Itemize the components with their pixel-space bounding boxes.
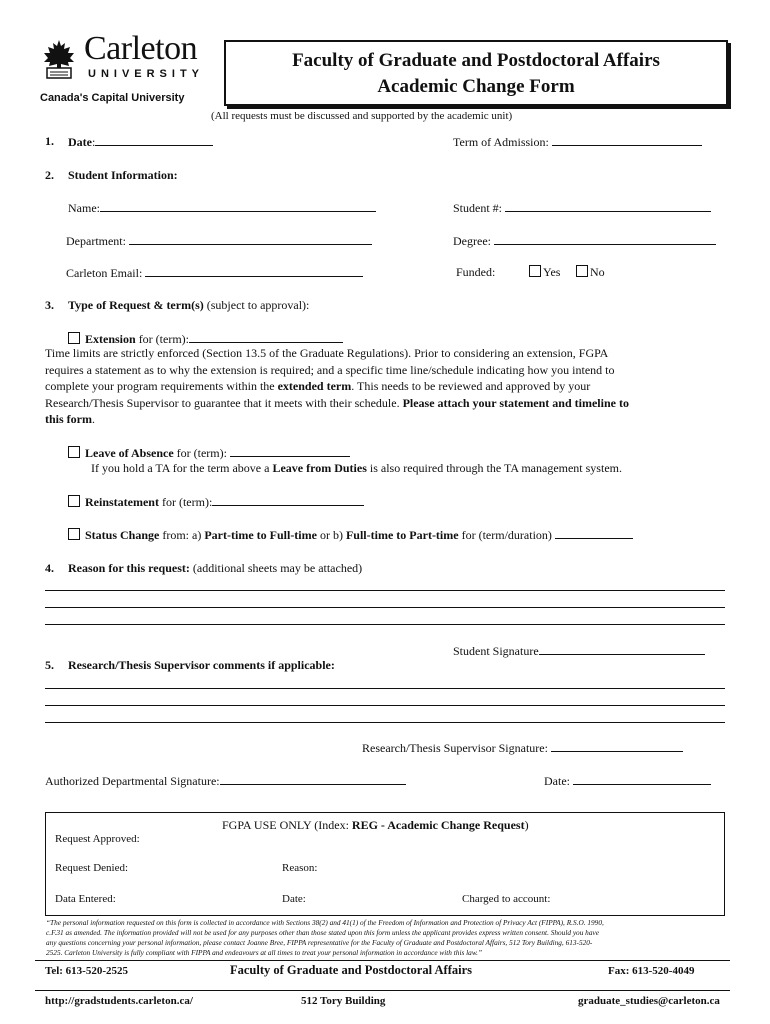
status-change-checkbox[interactable] — [68, 528, 80, 540]
extension-text-3b: extended term — [277, 379, 352, 393]
carleton-crest-icon — [41, 38, 77, 82]
funded-label: Funded: — [456, 265, 496, 279]
status-change-row — [68, 527, 633, 543]
footer-building: 512 Tory Building — [301, 995, 386, 1007]
auth-date-label: Date: — [544, 774, 570, 788]
fgpa-title-b: REG - Academic Change Request — [351, 818, 525, 832]
date-input[interactable] — [95, 134, 213, 146]
fgpa-title-a: FGPA USE ONLY (Index: — [222, 818, 349, 832]
section4-heading-row — [68, 561, 362, 576]
footer-tel: Tel: 613-520-2525 — [45, 965, 129, 977]
fgpa-use-only-box — [45, 812, 725, 916]
section4-heading: Reason for this request: — [68, 561, 190, 575]
extension-text-5a: this form — [45, 412, 92, 426]
term-admission-label: Term of Admission: — [453, 135, 549, 149]
section2-number: 2. — [45, 168, 54, 182]
logo-tagline: Canada's Capital University — [40, 92, 185, 104]
email-label: Carleton Email: — [66, 266, 143, 280]
fgpa-date-label: Date: — [282, 893, 306, 905]
leave-of-absence-term-label: for (term): — [176, 446, 227, 460]
reason-label: Reason: — [282, 862, 318, 874]
funded-row — [456, 265, 495, 280]
supervisor-comment-line-1[interactable] — [45, 688, 725, 689]
extension-checkbox[interactable] — [68, 332, 80, 344]
email-row — [66, 265, 363, 281]
footer-url-link[interactable]: http://gradstudents.carleton.ca/ — [45, 995, 193, 1007]
reinstatement-checkbox[interactable] — [68, 495, 80, 507]
leave-of-absence-label: Leave of Absence — [85, 446, 174, 460]
charged-account-label: Charged to account: — [462, 893, 551, 905]
section4-note: (additional sheets may be attached) — [192, 561, 363, 575]
privacy-statement — [46, 918, 604, 958]
section3-heading-row — [68, 298, 309, 313]
auth-date-row — [544, 773, 711, 789]
supervisor-signature-input[interactable] — [551, 740, 683, 752]
extension-instructions — [45, 345, 727, 428]
department-label: Department: — [66, 234, 126, 248]
student-number-input[interactable] — [505, 200, 711, 212]
section5-number: 5. — [45, 658, 54, 672]
extension-text-3c: . This needs to be reviewed and approved by your — [351, 379, 591, 393]
data-entered-label: Data Entered: — [55, 893, 116, 905]
supervisor-signature-row — [362, 740, 683, 756]
extension-text-1: Time limits are strictly enforced (Section 13.5 of the Graduate Regulations). Prior to considering an extension, FGPA — [45, 346, 609, 360]
reinstatement-term-label: for (term): — [161, 495, 213, 509]
extension-text-3a: complete your program requirements within the — [45, 379, 275, 393]
footer-divider — [35, 990, 730, 991]
reinstatement-row — [68, 494, 364, 510]
student-signature-input[interactable] — [539, 643, 705, 655]
section3-number: 3. — [45, 298, 54, 312]
privacy-line-4: 2525. Carleton University is fully compliant with FIPPA and endeavours at all times to treat your personal information in accordance with this law.” — [46, 948, 483, 957]
extension-text-5: this form. — [45, 412, 95, 426]
section2-heading: Student Information: — [68, 168, 178, 182]
department-input[interactable] — [129, 233, 372, 245]
term-admission-row — [453, 134, 702, 150]
request-denied-label: Request Denied: — [55, 862, 129, 874]
reinstatement-term-input[interactable] — [212, 494, 364, 506]
reason-line-1[interactable] — [45, 590, 725, 591]
loa-note-b: Leave from Duties — [272, 461, 367, 475]
section4-number: 4. — [45, 561, 54, 575]
funded-yes-label: Yes — [543, 265, 561, 279]
date-label: Date — [68, 135, 92, 149]
name-label: Name: — [68, 201, 100, 215]
extension-term-input[interactable] — [189, 331, 343, 343]
fgpa-box-title — [222, 818, 529, 833]
form-title-line2: Academic Change Form — [377, 76, 575, 97]
loa-note-c: is also required through the TA management system. — [369, 461, 622, 475]
footer-fax: Fax: 613-520-4049 — [608, 965, 695, 977]
degree-label: Degree: — [453, 234, 491, 248]
extension-text-4b: Please attach your statement and timeline to — [402, 395, 629, 410]
email-input[interactable] — [145, 265, 363, 277]
funded-yes-option[interactable] — [529, 265, 560, 280]
leave-of-absence-note — [91, 461, 622, 476]
logo-name: Carleton — [84, 30, 198, 67]
footer-faculty: Faculty of Graduate and Postdoctoral Affairs — [230, 963, 472, 977]
status-term-input[interactable] — [555, 527, 633, 539]
status-or: or b) — [319, 528, 343, 542]
fgpa-title-c: ) — [524, 818, 529, 832]
extension-text-4 — [45, 395, 727, 412]
form-title-line1: Faculty of Graduate and Postdoctoral Affairs — [292, 50, 660, 71]
date-field-row: Date: — [68, 134, 213, 150]
footer-email-link[interactable]: graduate_studies@carleton.ca — [578, 995, 720, 1007]
extension-text-3 — [45, 378, 727, 395]
privacy-line-1: “The personal information requested on this form is collected in accordance with Sections 38(2) and 41(1) of the Freedom of Information and Protection of Privacy Act (FIPPA), R.S.O. 1990, — [46, 918, 604, 927]
department-row — [66, 233, 372, 249]
extension-text-2: requires a statement as to why the extension is required; and a specific time line/schedule indicating how you intend to — [45, 362, 615, 377]
dept-signature-input[interactable] — [220, 773, 406, 785]
form-subtitle: (All requests must be discussed and supported by the academic unit) — [211, 110, 513, 122]
degree-input[interactable] — [494, 233, 716, 245]
funded-no-checkbox[interactable] — [576, 265, 588, 277]
privacy-line-2: c.F.31 as amended. The information provided will not be used for any purposes other than those stated upon this form unless the applicant provides express written consent. Should you have — [46, 928, 599, 937]
leave-of-absence-term-input[interactable] — [230, 445, 350, 457]
section5-heading: Research/Thesis Supervisor comments if applicable: — [68, 658, 335, 672]
supervisor-comment-line-2[interactable] — [45, 705, 725, 706]
status-change-from: from: a) — [162, 528, 202, 542]
section3-heading-note: (subject to approval): — [206, 298, 310, 312]
status-ft-to-pt: Full-time to Part-time — [345, 528, 459, 542]
supervisor-comment-line-3[interactable] — [45, 722, 725, 723]
extension-label: Extension — [85, 332, 136, 346]
name-row — [68, 200, 376, 216]
leave-of-absence-row — [68, 445, 350, 461]
name-input[interactable] — [100, 200, 376, 212]
reinstatement-label: Reinstatement — [85, 495, 159, 509]
student-number-row — [453, 200, 711, 216]
reason-line-2[interactable] — [45, 607, 725, 608]
section1-number: 1. — [45, 134, 54, 148]
dept-signature-row — [45, 773, 406, 789]
section3-heading: Type of Request & term(s) — [68, 298, 204, 312]
funded-yes-checkbox[interactable] — [529, 265, 541, 277]
status-change-label: Status Change — [85, 528, 160, 542]
privacy-line-3: any questions concerning your personal information, please contact Joanne Bree, FIPPA representative for the Faculty of Graduate and Postdoctoral Affairs, 512 Tory Building, 613-520- — [46, 938, 593, 947]
loa-note-a: If you hold a TA for the term above a — [91, 461, 270, 475]
student-signature-label: Student Signature — [453, 644, 539, 658]
dept-signature-label: Authorized Departmental Signature: — [45, 774, 220, 788]
student-number-label: Student #: — [453, 201, 503, 215]
extension-text-4a: Research/Thesis Supervisor to guarantee that it meets with their schedule. — [45, 395, 400, 410]
logo-university: UNIVERSITY — [88, 68, 205, 80]
funded-no-option[interactable] — [576, 265, 605, 280]
degree-row — [453, 233, 716, 249]
term-admission-input[interactable] — [552, 134, 702, 146]
supervisor-signature-label: Research/Thesis Supervisor Signature: — [362, 741, 548, 755]
auth-date-input[interactable] — [573, 773, 711, 785]
student-signature-row — [453, 643, 705, 659]
form-title-box — [224, 40, 728, 106]
leave-of-absence-checkbox[interactable] — [68, 446, 80, 458]
status-term-label: for (term/duration) — [461, 528, 552, 542]
status-pt-to-ft: Part-time to Full-time — [204, 528, 317, 542]
extension-term-label: for (term): — [138, 332, 189, 346]
request-approved-label: Request Approved: — [55, 833, 140, 845]
reason-line-3[interactable] — [45, 624, 725, 625]
funded-no-label: No — [590, 265, 605, 279]
